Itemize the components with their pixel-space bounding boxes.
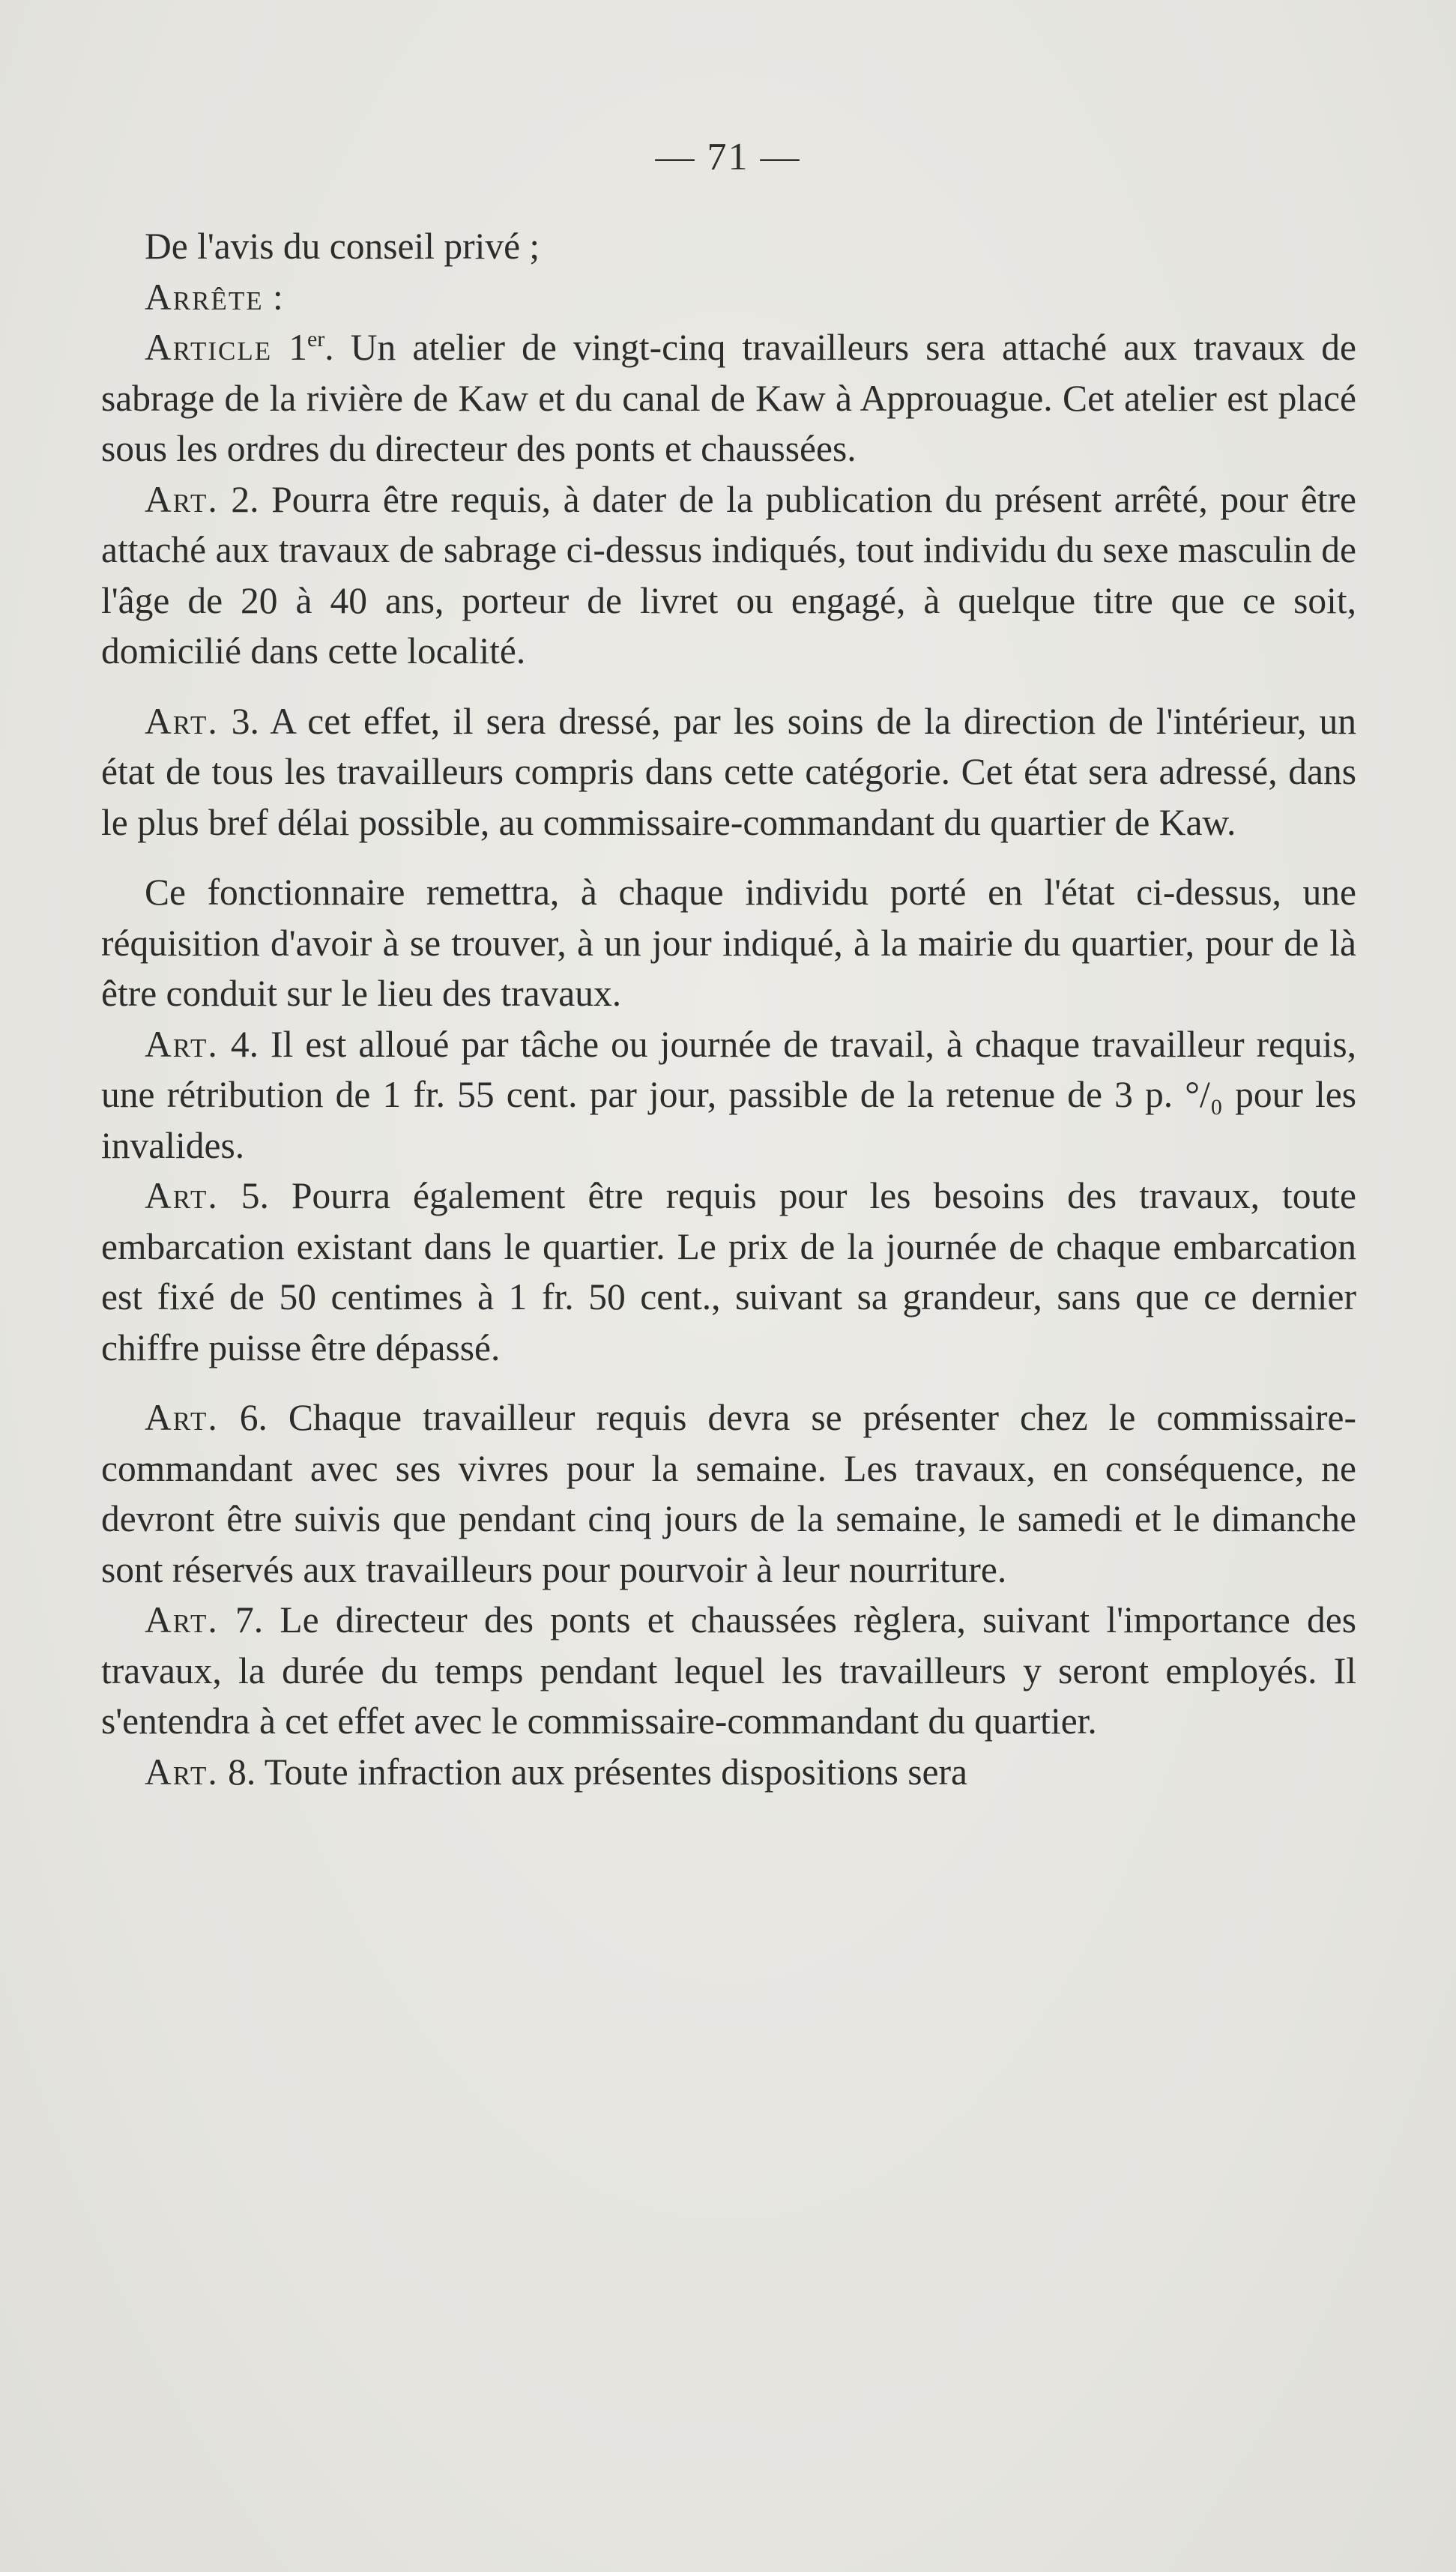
article-text: 7. Le directeur des ponts et chaussées règlera, suivant l'importance des travaux, la durée du temps pendant lequel les travailleurs y seront employés. Il s'entendra à cet effet avec le commissaire-commandant du quartier. xyxy=(101,1599,1356,1742)
article-4 xyxy=(101,1019,1356,1171)
ordinal-suffix: er xyxy=(306,327,325,351)
page-number: — 71 — xyxy=(655,136,801,178)
article-text: 8. Toute infraction aux présentes dispositions sera xyxy=(218,1751,967,1793)
article-text: 6. Chaque travailleur requis devra se présenter chez le commissaire-commandant avec ses vivres pour la semaine. Les travaux, en conséquence, ne devront être suivis que pendant cinq jours de la semaine, le samedi et le dimanche sont réservés aux travailleurs pour pourvoir à leur nourriture. xyxy=(101,1397,1356,1590)
article-7 xyxy=(101,1595,1356,1747)
paragraph-text: De l'avis du conseil privé ; xyxy=(145,226,540,267)
article-text: 5. Pourra également être requis pour les besoins des travaux, toute embarcation existant dans le quartier. Le prix de la journée de chaque embarcation est fixé de 50 centimes à 1 fr. 50 cent., suivant sa grandeur, sans que ce dernier chiffre puisse être dépassé. xyxy=(101,1175,1356,1368)
article-label: Article xyxy=(145,327,273,368)
paragraph-avis xyxy=(101,221,1356,272)
article-text: 2. Pourra être requis, à dater de la publication du présent arrêté, pour être attaché aux travaux de sabrage ci-dessus indiqués, tout individu du sexe masculin de l'âge de 20 à 40 ans, porteur de livret ou engagé, à quelque titre que ce soit, domicilié dans cette localité. xyxy=(101,478,1356,671)
paragraph-fonctionnaire xyxy=(101,867,1356,1019)
article-5 xyxy=(101,1171,1356,1373)
article-text: 3. A cet effet, il sera dressé, par les soins de la direction de l'intérieur, un état de tous les travailleurs compris dans cette catégorie. Cet état sera adressé, dans le plus bref délai possible, au commissaire-commandant du quartier de Kaw. xyxy=(101,700,1356,843)
paragraph-text: Ce fonctionnaire remettra, à chaque individu porté en l'état ci-dessus, une réquisition d'avoir à se trouver, à un jour indiqué, à la mairie du quartier, pour de là être conduit sur le lieu des travaux. xyxy=(101,872,1356,1014)
article-label: Art. xyxy=(145,1751,219,1793)
article-label: Art. xyxy=(145,1023,219,1065)
article-6 xyxy=(101,1392,1356,1595)
arrete-label: Arrête xyxy=(145,276,264,318)
article-label: Art. xyxy=(145,1599,219,1640)
article-2 xyxy=(101,474,1356,677)
article-label: Art. xyxy=(145,1175,219,1216)
article-label: Art. xyxy=(145,478,219,520)
article-label: Art. xyxy=(145,1397,219,1438)
article-text: 4. Il est alloué par tâche ou journée de travail, à chaque travailleur requis, une rétribution de 1 fr. 55 cent. par jour, passible de la retenue de 3 p. °/₀ pour les invalides. xyxy=(101,1023,1356,1166)
article-number: 1 xyxy=(272,327,307,368)
article-label: Art. xyxy=(145,700,219,742)
article-8 xyxy=(101,1747,1356,1798)
document-body xyxy=(101,221,1356,1797)
paragraph-text: : xyxy=(263,276,283,318)
article-text: . Un atelier de vingt-cinq travailleurs sera attaché aux travaux de sabrage de la rivière de Kaw et du canal de Kaw à Approuague. Cet atelier est placé sous les ordres du directeur des ponts et chaussées. xyxy=(101,327,1356,469)
paragraph-arrete xyxy=(101,272,1356,323)
article-3 xyxy=(101,696,1356,848)
article-1 xyxy=(101,322,1356,474)
